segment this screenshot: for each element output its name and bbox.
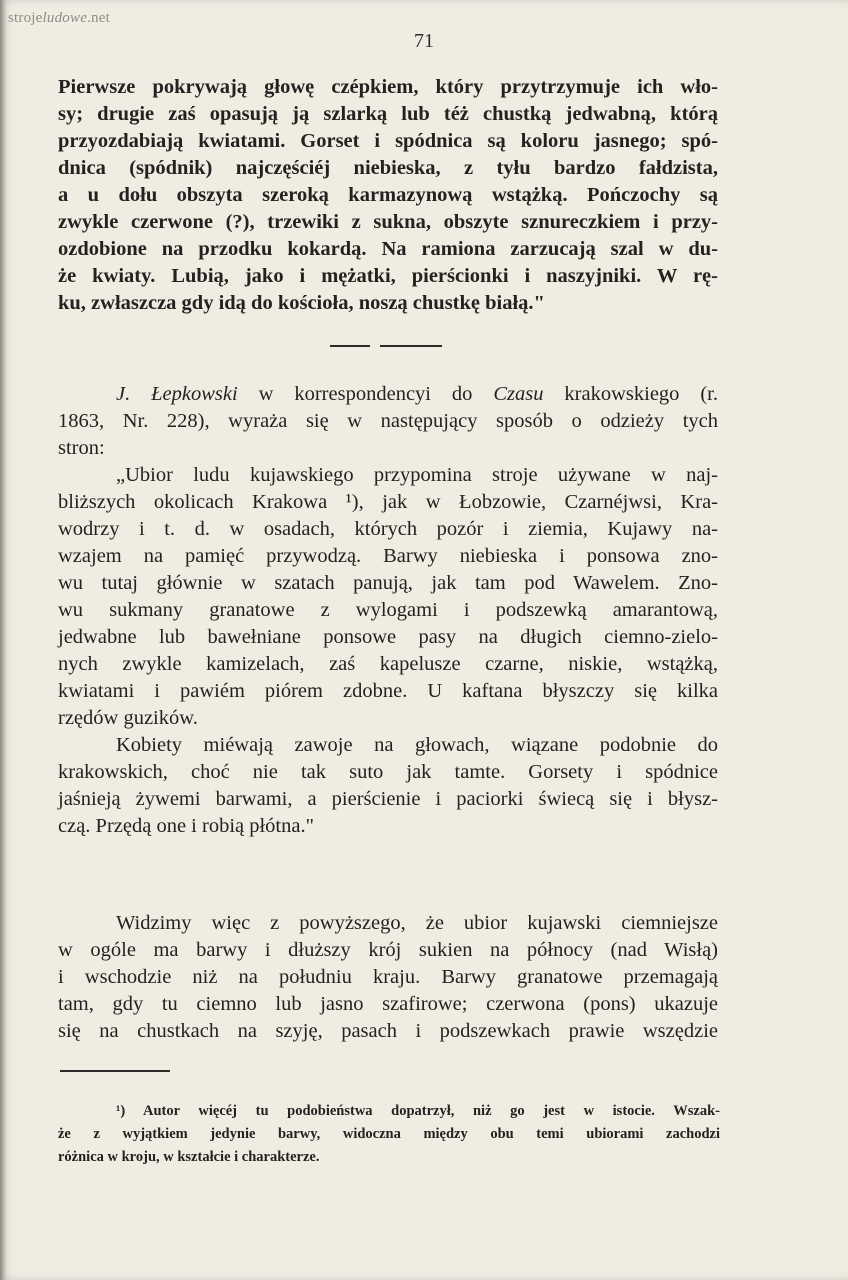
text-line: krakowskich, choć nie tak suto jak tamte. Gorsety i spódnice — [58, 761, 718, 783]
text-line: w ogóle ma barwy i dłuższy krój sukien na północy (nad Wisłą) — [58, 939, 718, 961]
watermark-logo: strojeludowe.net — [8, 10, 110, 26]
citation-line-1: J. Łepkowski w korrespondencyi do Czasu krakowskiego (r. — [116, 383, 718, 405]
text-line: „Ubior ludu kujawskiego przypomina stroje używane w naj- — [116, 464, 718, 486]
author-name: J. Łepkowski — [116, 383, 238, 405]
text-line: Pierwsze pokrywają głowę czépkiem, który przytrzymuje ich wło- — [58, 76, 718, 98]
text-line: wzajem na pamięć przywodzą. Barwy niebieska i ponsowa zno- — [58, 545, 718, 567]
text-line: się na chustkach na szyję, pasach i podszewkach prawie wszędzie — [58, 1020, 718, 1042]
text-line: zwykle czerwone (?), trzewiki z sukna, obszyte sznureczkiem i przy- — [58, 211, 718, 233]
footnote-separator — [60, 1070, 170, 1072]
page-spine-shadow — [0, 0, 6, 1280]
summary-paragraph — [58, 910, 718, 1045]
text-line: ku, zwłaszcza gdy idą do kościoła, noszą chustkę białą." — [58, 292, 545, 314]
page-number: 71 — [414, 30, 434, 52]
text-line: jaśnieją żywemi barwami, a pierścienie i paciorki świecą się i błysz- — [58, 788, 718, 810]
text-line: wodrzy i t. d. w osadach, których pozór i ziemia, Kujawy na- — [58, 518, 718, 540]
footnote-line: że z wyjątkiem jedynie barwy, widoczna między obu temi ubiorami zachodzi — [58, 1126, 720, 1142]
text-line: bliższych okolicach Krakowa ¹), jak w Łobzowie, Czarnéjwsi, Kra- — [58, 491, 718, 513]
text-line: Widzimy więc z powyższego, że ubior kujawski ciemniejsze — [116, 912, 718, 934]
text-line: wu tutaj głównie w szatach panują, jak tam pod Wawelem. Zno- — [58, 572, 718, 594]
text-line: rzędów guzików. — [58, 707, 198, 729]
text-line: ozdobione na przodku kokardą. Na ramiona zarzucają szal w du- — [58, 238, 718, 260]
quoted-paragraph-bold — [58, 74, 718, 317]
text-line: sy; drugie zaś opasują ją szlarką lub téż chustką jedwabną, którą — [58, 103, 718, 125]
text-line: wu sukmany granatowe z wylogami i podszewką amarantową, — [58, 599, 718, 621]
footnote-line: ¹) Autor więcéj tu podobieństwa dopatrzył, niż go jest w istocie. Wszak- — [116, 1103, 720, 1119]
text-line: dnica (spódnik) najczęściéj niebieska, z tyłu bardzo fałdzista, — [58, 157, 718, 179]
text-line: że kwiaty. Lubią, jako i mężatki, pierścionki i naszyjniki. W rę- — [58, 265, 718, 287]
journal-name: Czasu — [493, 383, 544, 405]
text-line: kwiatami i pawiém piórem zdobne. U kaftana błyszczy się kilka — [58, 680, 718, 702]
footnote-line: różnica w kroju, w kształcie i charakterze. — [58, 1149, 320, 1165]
text-line: czą. Przędą one i robią płótna." — [58, 815, 314, 837]
text-line: a u dołu obszyta szeroką karmazynową wstążką. Pończochy są — [58, 184, 718, 206]
citation-paragraph — [58, 381, 718, 462]
section-divider-long — [380, 345, 442, 347]
text-line: tam, gdy tu ciemno lub jasno szafirowe; czerwona (pons) ukazuje — [58, 993, 718, 1015]
text-line: przyozdabiają kwiatami. Gorset i spódnica są koloru jasnego; spó- — [58, 130, 718, 152]
section-divider-short — [330, 345, 370, 347]
text-line: i wschodzie niż na południu kraju. Barwy granatowe przemagają — [58, 966, 718, 988]
text-line: 1863, Nr. 228), wyraża się w następujący sposób o odzieży tych — [58, 410, 718, 432]
text-line: Kobiety miéwają zawoje na głowach, wiązane podobnie do — [116, 734, 718, 756]
text-line: jedwabne lub bawełniane ponsowe pasy na długich ciemno-zielo- — [58, 626, 718, 648]
text-line: stron: — [58, 437, 105, 459]
text-line: nych zwykle kamizelach, zaś kapelusze czarne, niskie, wstążką, — [58, 653, 718, 675]
footnote — [58, 1100, 720, 1169]
quotation-paragraph — [58, 462, 718, 840]
